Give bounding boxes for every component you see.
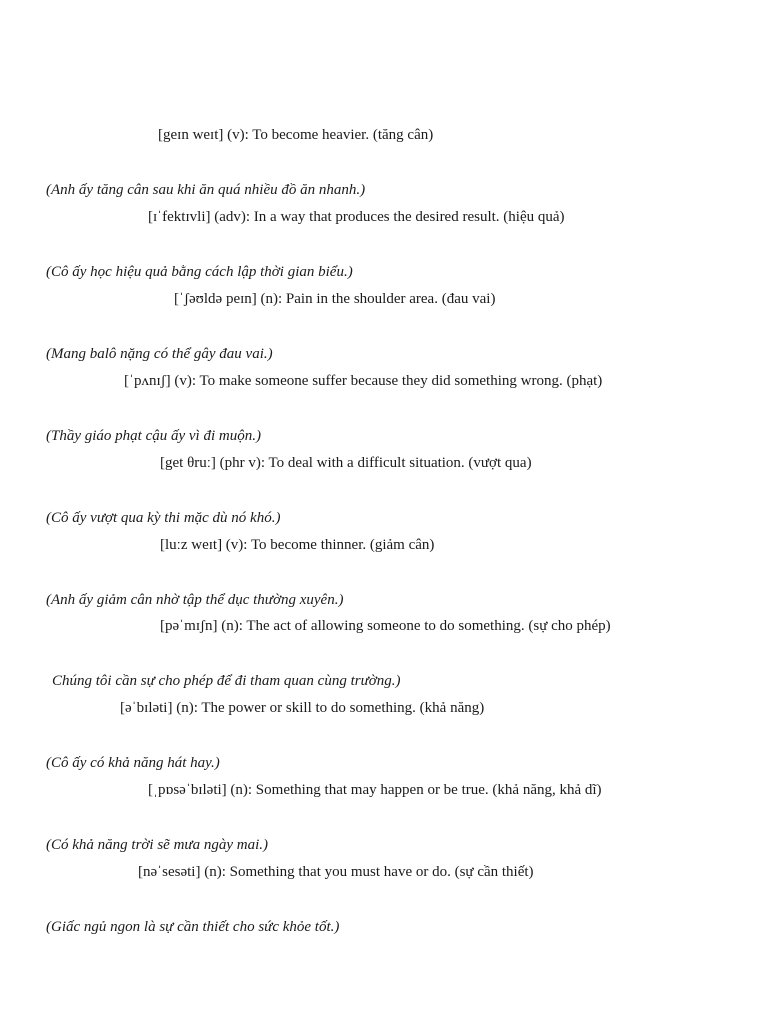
definition-line: [geɪn weɪt] (v): To become heavier. (tăng cân) (158, 127, 434, 143)
definition-line: [get θruː] (phr v): To deal with a difficult situation. (vượt qua) (160, 455, 532, 471)
example-line: (Cô ấy có khả năng hát hay.) (46, 755, 220, 771)
example-line: (Giấc ngủ ngon là sự cần thiết cho sức khỏe tốt.) (46, 919, 340, 935)
definition-line: [pəˈmɪʃn] (n): The act of allowing someone to do something. (sự cho phép) (160, 618, 611, 634)
definition-line: [nəˈsesəti] (n): Something that you must have or do. (sự cần thiết) (138, 864, 534, 880)
example-line: (Có khả năng trời sẽ mưa ngày mai.) (46, 837, 268, 853)
example-line: Chúng tôi cần sự cho phép để đi tham quan cùng trường.) (52, 673, 401, 689)
example-line: (Cô ấy vượt qua kỳ thi mặc dù nó khó.) (46, 510, 281, 526)
example-line: (Anh ấy tăng cân sau khi ăn quá nhiều đồ ăn nhanh.) (46, 182, 366, 198)
example-line: (Cô ấy học hiệu quả bằng cách lập thời gian biểu.) (46, 264, 353, 280)
definition-line: [luːz weɪt] (v): To become thinner. (giảm cân) (160, 537, 435, 553)
example-line: (Thầy giáo phạt cậu ấy vì đi muộn.) (46, 428, 261, 444)
example-line: (Mang balô nặng có thể gây đau vai.) (46, 346, 273, 362)
definition-line: [ɪˈfektɪvli] (adv): In a way that produces the desired result. (hiệu quả) (148, 209, 565, 225)
definition-line: [əˈbɪləti] (n): The power or skill to do something. (khả năng) (120, 700, 485, 716)
definition-line: [ˈʃəʊldə peɪn] (n): Pain in the shoulder area. (đau vai) (174, 291, 496, 307)
definition-line: [ˈpʌnɪʃ] (v): To make someone suffer because they did something wrong. (phạt) (124, 373, 603, 389)
example-line: (Anh ấy giảm cân nhờ tập thể dục thường xuyên.) (46, 592, 344, 608)
definition-line: [ˌpɒsəˈbɪləti] (n): Something that may happen or be true. (khả năng, khả dĩ) (148, 782, 602, 798)
